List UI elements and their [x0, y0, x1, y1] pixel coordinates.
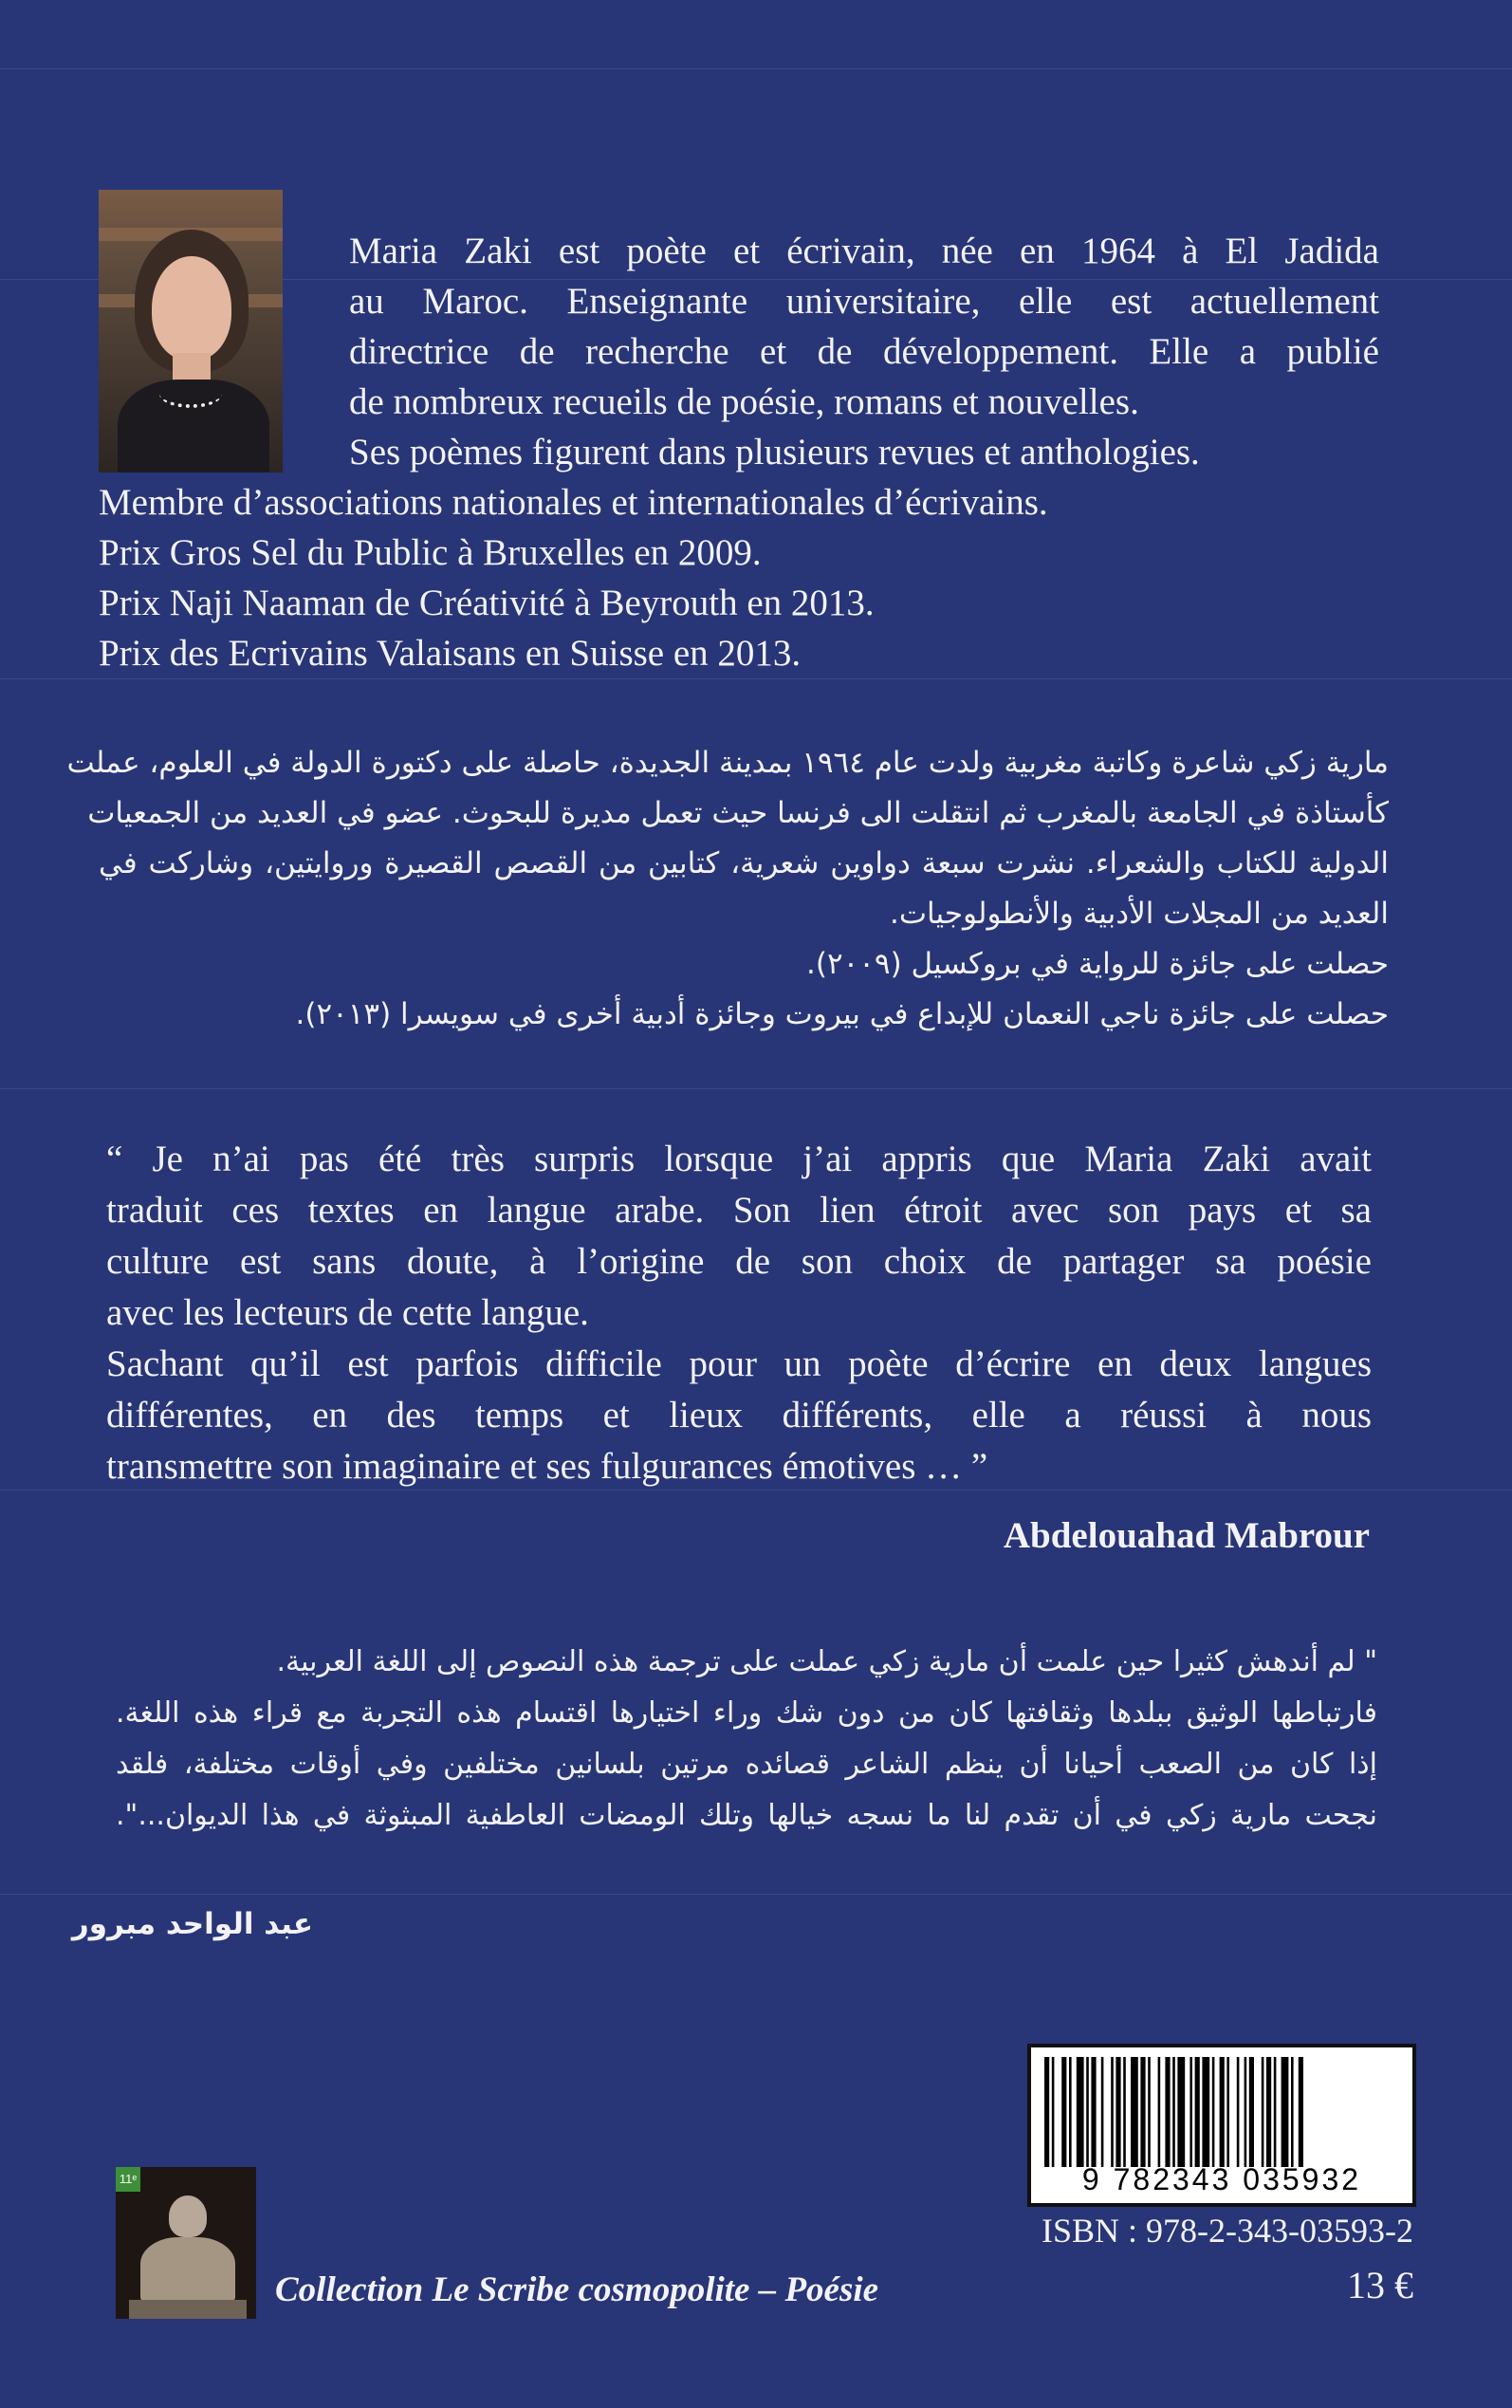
barcode-bars: [1041, 2057, 1403, 2167]
collection-logo: [116, 2167, 256, 2319]
barcode-digits: 9 782343 035932: [1081, 2162, 1362, 2196]
bio-fr-line: Membre d’associations nationales et internationales d’écrivains.: [99, 482, 1048, 523]
quote-fr-line: “ Je n’ai pas été très surpris lorsque j’ai appris que Maria Zaki avait: [106, 1139, 1372, 1179]
quote-fr-line: culture est sans doute, à l’origine de son choix de partager sa poésie: [106, 1241, 1372, 1282]
bio-fr-line: Prix des Ecrivains Valaisans en Suisse en 2013.: [99, 633, 802, 674]
bio-fr-line: directrice de recherche et de développement. Elle a publié: [349, 331, 1379, 372]
quote-fr-line: avec les lecteurs de cette langue.: [106, 1292, 589, 1333]
isbn-text: ISBN : 978-2-343-03593-2: [1042, 2212, 1413, 2250]
quote-ar-line: إذا كان من الصعب أحيانا أن ينظم الشاعر قصائده مرتين بلسانين مختلفين وفي أوقات مختلفة، فلقد: [116, 1748, 1377, 1781]
quote-ar: [116, 1637, 1377, 1842]
price: 13 €: [1347, 2264, 1413, 2306]
quote-fr-line: différentes, en des temps et lieux différents, elle a réussi à nous: [106, 1395, 1372, 1436]
quote-fr-line: traduit ces textes en langue arabe. Son lien étroit avec son pays et sa: [106, 1190, 1372, 1231]
rule: [0, 1894, 1512, 1895]
logo-tag: 11ᵉ: [116, 2167, 140, 2192]
bio-ar: [66, 738, 1389, 1040]
rule: [0, 678, 1512, 679]
rule: [0, 1088, 1512, 1089]
quote-fr-line: transmettre son imaginaire et ses fulgurances émotives … ”: [106, 1446, 988, 1487]
bio-ar-line: كأستاذة في الجامعة بالمغرب ثم انتقلت الى فرنسا حيث تعمل مديرة للبحوث. عضو في العديد من الجمعيات: [87, 796, 1389, 830]
bio-fr-line: au Maroc. Enseignante universitaire, elle est actuellement: [349, 281, 1379, 322]
bio-ar-line: حصلت على جائزة للرواية في بروكسيل (٢٠٠٩).: [806, 947, 1389, 981]
bio-fr-line: Prix Naji Naaman de Créativité à Beyrouth en 2013.: [99, 583, 875, 623]
quote-fr-author: Abdelouahad Mabrour: [1003, 1515, 1370, 1556]
bio-ar-line: الدولية للكتاب والشعراء. نشرت سبعة دواوين شعرية، كتابين من القصص القصيرة وروايتين، وشاركت في: [99, 846, 1389, 880]
bio-ar-line: العديد من المجلات الأدبية والأنطولوجيات.: [890, 897, 1389, 931]
collection-name: Collection Le Scribe cosmopolite – Poésie: [275, 2270, 879, 2309]
quote-ar-line: نجحت مارية زكي في أن تقدم لنا ما نسجه خيالها وتلك الومضات العاطفية المبثوثة في هذا الديوان...".: [116, 1799, 1377, 1832]
bio-ar-line: حصلت على جائزة ناجي النعمان للإبداع في بيروت وجائزة أدبية أخرى في سويسرا (٢٠١٣).: [295, 997, 1389, 1031]
quote-ar-line: فارتباطها الوثيق ببلدها وثقافتها كان من دون شك وراء اختيارها اقتسام هذه التجربة مع قراء هذه اللغة.: [116, 1696, 1377, 1730]
quote-fr-line: Sachant qu’il est parfois difficile pour un poète d’écrire en deux langues: [106, 1343, 1372, 1384]
bio-fr-line: Ses poèmes figurent dans plusieurs revues et anthologies.: [349, 432, 1200, 472]
author-photo: [99, 190, 283, 472]
bio-fr-line: de nombreux recueils de poésie, romans et nouvelles.: [349, 381, 1139, 422]
quote-ar-author: عبد الواحد مبرور: [71, 1907, 313, 1941]
bio-fr-line: Maria Zaki est poète et écrivain, née en 1964 à El Jadida: [349, 231, 1379, 271]
bio-fr-line: Prix Gros Sel du Public à Bruxelles en 2009.: [99, 532, 762, 573]
quote-ar-line: " لم أندهش كثيرا حين علمت أن مارية زكي عملت على ترجمة هذه النصوص إلى اللغة العربية.: [276, 1645, 1377, 1678]
bio-ar-line: مارية زكي شاعرة وكاتبة مغربية ولدت عام ١٩٦٤ بمدينة الجديدة، حاصلة على دكتورة الدولة في العلوم، عملت: [66, 746, 1389, 780]
isbn-barcode: [1027, 2044, 1416, 2207]
rule: [0, 68, 1512, 69]
